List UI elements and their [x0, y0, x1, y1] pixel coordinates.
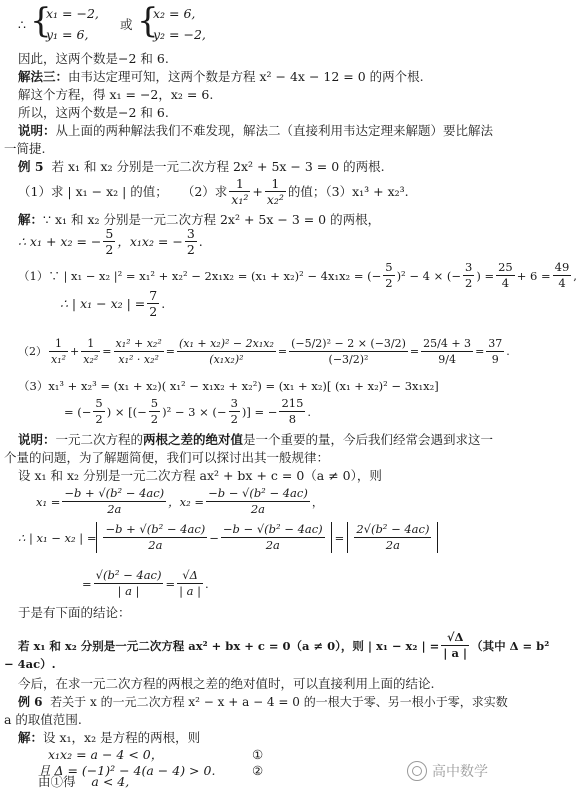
- denominator: 2a: [107, 502, 122, 516]
- fraction: [229, 176, 250, 207]
- numerator: 49: [554, 260, 570, 274]
- text-span: ) × [(−: [106, 404, 147, 419]
- text-line: [18, 730, 200, 746]
- denominator: | a |: [443, 646, 468, 660]
- fraction: [177, 336, 276, 367]
- fraction: [49, 336, 68, 367]
- numerator: 5: [385, 260, 393, 274]
- operator: =: [165, 344, 175, 358]
- solution-label: 解：: [18, 212, 44, 227]
- operator: =: [165, 576, 176, 591]
- text-span: （1）求 | x₁ − x₂ | 的值；: [18, 183, 168, 199]
- numerator: −b + √(b² − 4ac): [64, 486, 165, 500]
- operator: =: [277, 344, 288, 358]
- denominator: | a |: [117, 584, 140, 598]
- text-span: （1）∵ | x₁ − x₂ |² = x₁² + x₂² − 2x₁x₂ = (x₁ + x₂)² − 4x₁x₂ = (−: [18, 268, 382, 283]
- text-line: 于是有下面的结论：: [18, 605, 131, 620]
- text-span: .: [161, 295, 166, 311]
- text-line: （3）x₁³ + x₂³ = (x₁ + x₂)( x₁² − x₁x₂ + x₂²) = (x₁ + x₂)[ (x₁ + x₂)² − 3x₁x₂]: [18, 379, 439, 393]
- numerator: x₁² + x₂²: [115, 337, 162, 350]
- text-span: ∴ | x₁ − x₂ | =: [60, 295, 146, 311]
- text-span: ，x₁x₂ = −: [117, 233, 183, 249]
- text-span: 由①得: [38, 774, 76, 789]
- sys2-x2: x₂ = 6,: [153, 6, 196, 21]
- fraction: [94, 568, 164, 599]
- text-span: ∵ x₁ 和 x₂ 分别是一元二次方程 2x² + 5x − 3 = 0 的两根，: [43, 212, 381, 227]
- fraction: [206, 486, 310, 517]
- text-span: ) =: [476, 268, 495, 283]
- text-span: )² − 4 × (−: [396, 268, 461, 283]
- text-line: [18, 694, 508, 710]
- denominator: 2a: [265, 538, 280, 552]
- text-span: .: [205, 576, 209, 591]
- denominator: 2: [95, 412, 103, 426]
- fraction: [114, 336, 164, 367]
- fraction: [486, 336, 504, 367]
- denominator: 2a: [385, 538, 400, 552]
- emphasis-text: 两根之差的绝对值: [143, 432, 244, 447]
- text-span: + 6 =: [516, 268, 551, 283]
- question-line: [18, 176, 409, 207]
- denominator: x₂²: [83, 353, 99, 366]
- wechat-icon: [407, 761, 427, 781]
- operator: =: [82, 576, 92, 591]
- text-line: 今后，在求一元二次方程的两根之差的绝对值时，可以直接利用上面的结论.: [18, 676, 435, 691]
- numerator: −b − √(b² − 4ac): [222, 522, 323, 536]
- text-line: [18, 159, 385, 175]
- therefore-symbol: ∴: [18, 17, 26, 32]
- fraction: [62, 486, 166, 517]
- fraction: [496, 260, 515, 291]
- text-span: ,: [573, 268, 577, 283]
- operator: =: [409, 344, 420, 358]
- numerator: −b + √(b² − 4ac): [105, 522, 206, 536]
- denominator: 2a: [148, 538, 163, 552]
- fraction: [553, 260, 572, 291]
- denominator: 4: [558, 276, 566, 290]
- numerator: 1: [81, 336, 100, 352]
- text-line: 一简捷.: [4, 141, 46, 156]
- absolute-value: [96, 522, 331, 553]
- fraction: [221, 522, 325, 553]
- operator: =: [102, 344, 112, 358]
- brace-left-1: {: [30, 1, 52, 41]
- fraction: [463, 260, 474, 291]
- equation-number: ①: [252, 747, 264, 762]
- operator: +: [252, 183, 263, 199]
- fraction: [421, 336, 473, 367]
- or-word: 或: [120, 17, 133, 32]
- text-line: [18, 432, 493, 448]
- fraction: [93, 396, 104, 427]
- numerator: −b − √(b² − 4ac): [208, 486, 308, 500]
- numerator: 3: [465, 260, 473, 274]
- conclusion-line: [18, 630, 549, 661]
- denominator: (−3/2)²: [328, 353, 369, 366]
- fraction: [103, 522, 207, 553]
- text-span: 若关于 x 的一元二次方程 x² − x + a − 4 = 0 的一根大于零、另一根小于零，求实数: [50, 695, 508, 709]
- sys1-y1: y₁ = 6,: [46, 27, 89, 42]
- numerator: 1: [49, 336, 68, 352]
- equation-number: ②: [252, 763, 264, 778]
- formula-line: [18, 260, 577, 291]
- denominator: 4: [501, 276, 510, 290]
- watermark-text: 高中数学: [432, 764, 488, 780]
- text-line: a 的取值范围.: [4, 712, 82, 727]
- text-span: ，: [311, 494, 324, 509]
- fraction: [383, 260, 394, 291]
- fraction: [147, 288, 159, 319]
- text-span: （2）: [18, 344, 47, 358]
- denominator: 2: [105, 242, 114, 257]
- sys1-x1: x₁ = −2,: [46, 6, 99, 21]
- note-label: 说明：: [18, 432, 56, 447]
- watermark: [407, 761, 488, 781]
- numerator: 5: [105, 226, 114, 241]
- example-label: 例 6: [18, 695, 43, 709]
- text-span: = (−: [64, 404, 92, 419]
- text-span: .: [506, 344, 510, 358]
- denominator: | a |: [179, 584, 202, 598]
- numerator: 5: [150, 396, 159, 410]
- text-span: ∴ | x₁ − x₂ | =: [18, 530, 97, 545]
- brace-left-2: {: [137, 1, 159, 41]
- text-span: x₁ =: [36, 494, 61, 509]
- text-span: 从上面的两种解法我们不难发现，解法二（直接利用韦达定理来解题）要比解法: [55, 123, 494, 138]
- text-span: 的值；（3）x₁³ + x₂³.: [287, 183, 409, 199]
- fraction: [149, 396, 160, 427]
- text-line: 解这个方程，得 x₁ = −2，x₂ = 6.: [18, 87, 214, 102]
- text-span: .: [307, 404, 312, 419]
- text-line: [18, 69, 424, 85]
- text-span: .: [198, 233, 203, 249]
- fraction: [185, 226, 197, 257]
- numerator: 1: [229, 176, 250, 192]
- text-line: 所以，这两个数是−2 和 6.: [18, 105, 169, 120]
- numerator: 215: [281, 396, 304, 410]
- text-line: [38, 774, 129, 790]
- denominator: 9: [491, 353, 499, 366]
- fraction: [354, 522, 431, 553]
- fraction: [177, 568, 203, 599]
- text-span: （其中 Δ = b²: [471, 638, 550, 653]
- numerator: (−5/2)² − 2 × (−3/2): [291, 337, 406, 350]
- denominator: 2: [150, 412, 159, 426]
- formula-line: [18, 522, 438, 553]
- formula-line: [36, 486, 323, 517]
- fraction: [441, 630, 469, 661]
- numerator: 3: [186, 226, 195, 241]
- numerator: 25: [498, 260, 513, 274]
- operator: =: [475, 344, 485, 358]
- text-line: − 4ac）.: [4, 657, 56, 671]
- denominator: x₂²: [266, 192, 284, 207]
- fraction: [279, 396, 305, 427]
- numerator: (x₁ + x₂)² − 2x₁x₂: [178, 337, 274, 350]
- denominator: 9/4: [438, 353, 456, 366]
- formula-line: [64, 396, 311, 427]
- text-span: 一元二次方程的: [55, 432, 144, 447]
- text-line: 因此，这两个数是−2 和 6.: [18, 51, 169, 66]
- text-span: 若 x₁ 和 x₂ 分别是一元二次方程 2x² + 5x − 3 = 0 的两根.: [51, 159, 385, 174]
- text-span: )] = −: [241, 404, 278, 419]
- text-line: [18, 123, 493, 139]
- text-span: a < 4,: [91, 774, 130, 789]
- example-label: 例 5: [18, 159, 44, 174]
- denominator: 2: [186, 242, 195, 257]
- fraction: [265, 176, 286, 207]
- text-line: 且 Δ = (−1)² − 4(a − 4) > 0.: [38, 763, 216, 778]
- formula-line: [18, 226, 203, 257]
- numerator: 7: [149, 288, 158, 303]
- text-span: 设 x₁，x₂ 是方程的两根，则: [43, 730, 201, 745]
- denominator: 2: [230, 412, 238, 426]
- numerator: 1: [265, 176, 286, 192]
- text-span: ，x₂ =: [168, 494, 205, 509]
- text-span: 若 x₁ 和 x₂ 分别是一元二次方程 ax² + bx + c = 0（a ≠ 0），则 | x₁ − x₂ | =: [18, 638, 440, 653]
- fraction: [229, 396, 240, 427]
- numerator: 5: [95, 396, 103, 410]
- text-line: 设 x₁ 和 x₂ 分别是一元二次方程 ax² + bx + c = 0（a ≠ 0），则: [18, 468, 382, 483]
- formula-line: [60, 288, 165, 319]
- formula-line: [82, 568, 209, 599]
- text-span: )² − 3 × (−: [162, 404, 227, 419]
- text-line: 个量的问题，为了解题简便，我们可以探讨出其一般规律：: [4, 450, 330, 465]
- operator: −: [209, 530, 219, 545]
- fraction: [289, 336, 408, 367]
- numerator: √Δ: [441, 630, 469, 646]
- denominator: x₁² · x₂²: [118, 353, 159, 366]
- operator: +: [70, 344, 80, 358]
- fraction: [81, 336, 100, 367]
- denominator: x₁²: [51, 353, 67, 366]
- denominator: 2a: [250, 502, 266, 516]
- numerator: 2√(b² − 4ac): [356, 522, 430, 536]
- numerator: 25/4 + 3: [423, 337, 472, 350]
- numerator: √Δ: [177, 568, 203, 584]
- note-label: 说明：: [18, 123, 56, 138]
- numerator: 3: [230, 396, 238, 410]
- numerator: 37: [488, 337, 503, 350]
- numerator: √(b² − 4ac): [95, 568, 162, 582]
- text-span: ∴ x₁ + x₂ = −: [18, 233, 102, 249]
- text-span: 是一个重要的量，今后我们经常会遇到求这一: [243, 432, 494, 447]
- absolute-value: [347, 522, 438, 553]
- denominator: (x₁x₂)²: [209, 353, 244, 366]
- sys2-y2: y₂ = −2,: [153, 27, 206, 42]
- denominator: 2: [385, 276, 393, 290]
- text-span: 由韦达定理可知，这两个数是方程 x² − 4x − 12 = 0 的两个根.: [68, 69, 424, 84]
- denominator: 2: [465, 276, 473, 290]
- solution-label: 解：: [18, 730, 44, 745]
- operator: =: [334, 530, 345, 545]
- formula-line: [18, 336, 510, 367]
- denominator: 8: [288, 412, 297, 426]
- denominator: x₁²: [231, 192, 249, 207]
- denominator: 2: [149, 304, 158, 319]
- section-label: 解法三：: [18, 69, 69, 84]
- fraction: [103, 226, 115, 257]
- text-span: （2）求: [181, 183, 228, 199]
- text-line: x₁x₂ = a − 4 < 0，: [48, 747, 164, 762]
